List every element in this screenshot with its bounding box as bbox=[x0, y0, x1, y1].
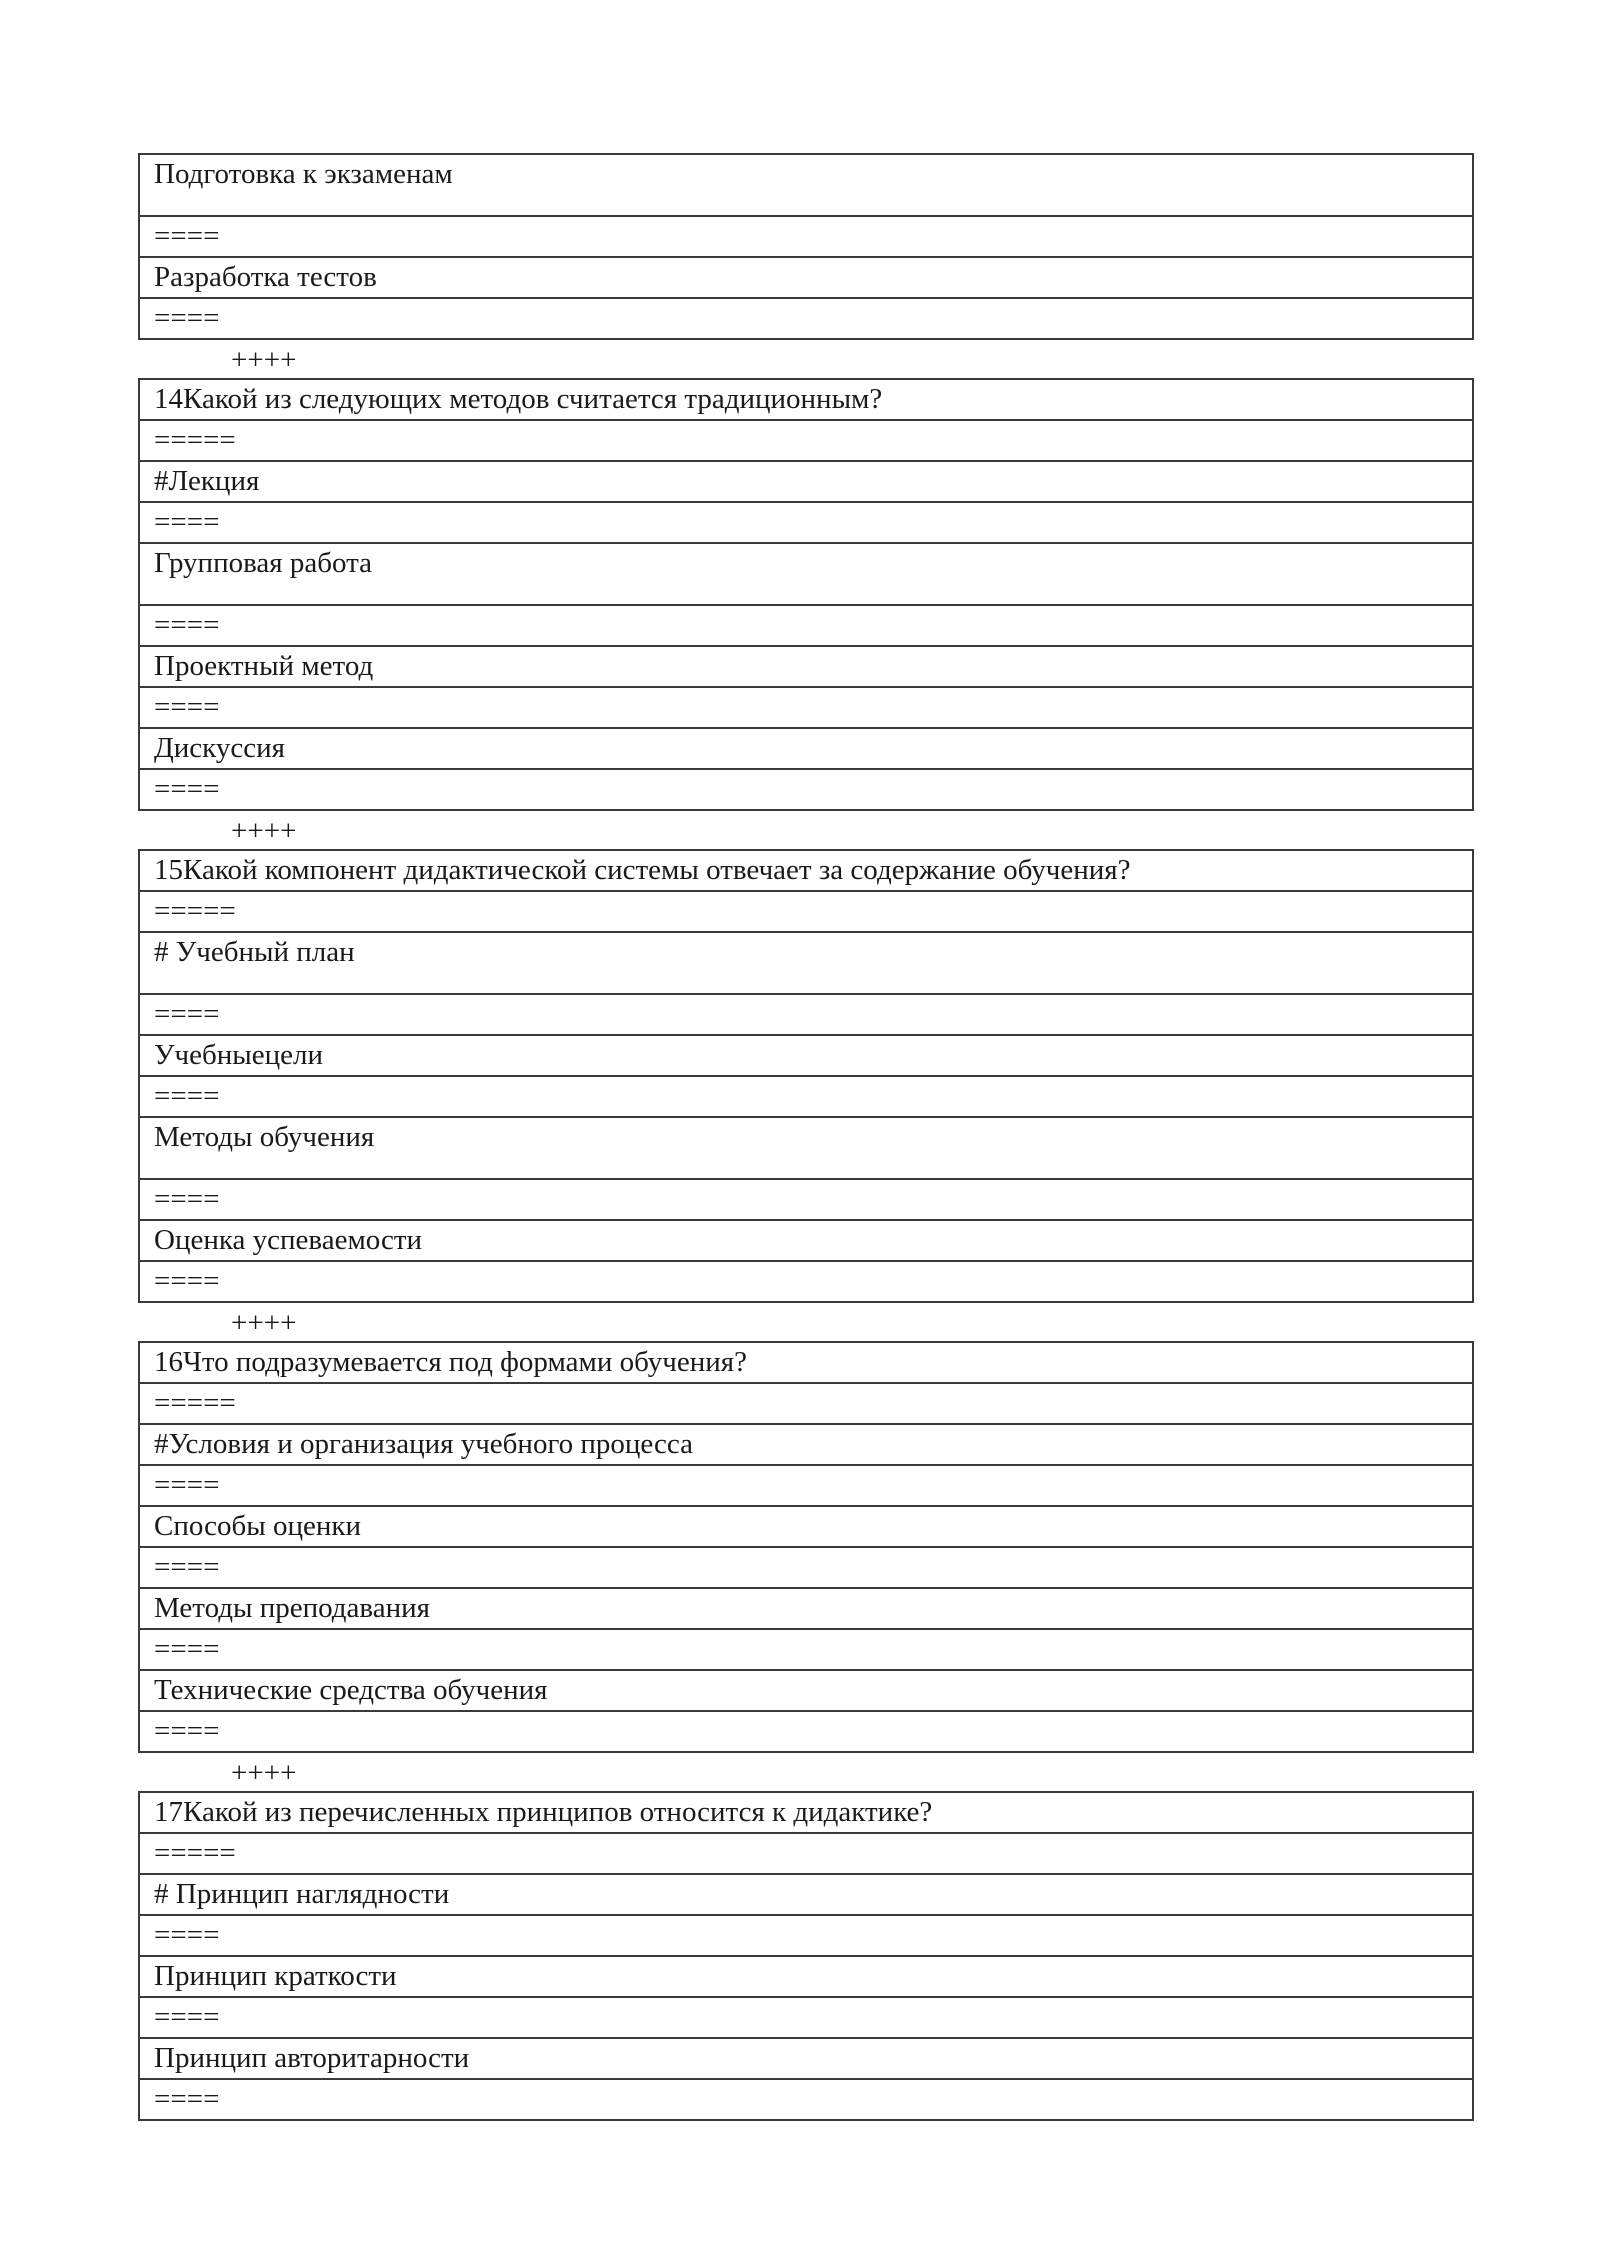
delimiter-text: ==== bbox=[154, 1469, 220, 1501]
table-cell bbox=[139, 1629, 1473, 1670]
question-separator: ++++ bbox=[231, 1757, 297, 1789]
delimiter-row bbox=[139, 2079, 1473, 2120]
delimiter-text: ==== bbox=[154, 1183, 220, 1215]
table-cell bbox=[139, 420, 1473, 461]
answer-option-row bbox=[139, 154, 1473, 216]
table-cell bbox=[139, 605, 1473, 646]
table-cell bbox=[139, 502, 1473, 543]
table-cell bbox=[139, 1035, 1473, 1076]
table-cell bbox=[139, 1792, 1473, 1833]
answer-option-row bbox=[139, 257, 1473, 298]
answer-option-row bbox=[139, 1220, 1473, 1261]
question-text: 14Какой из следующих методов считается традиционным? bbox=[154, 383, 883, 415]
delimiter-text: ==== bbox=[154, 220, 220, 252]
delimiter-text: ==== bbox=[154, 506, 220, 538]
table-cell bbox=[139, 1342, 1473, 1383]
table-cell bbox=[139, 1117, 1473, 1179]
correct-answer-row bbox=[139, 1424, 1473, 1465]
answer-option-row bbox=[139, 728, 1473, 769]
answer-option-row bbox=[139, 646, 1473, 687]
answer-options-table bbox=[138, 153, 1474, 340]
correct-answer-text: #Условия и организация учебного процесса bbox=[154, 1428, 693, 1460]
answer-option-text: Групповая работа bbox=[154, 547, 373, 579]
table-cell bbox=[139, 932, 1473, 994]
table-cell bbox=[139, 646, 1473, 687]
answer-option-text: Оценка успеваемости bbox=[154, 1224, 423, 1256]
table-cell bbox=[139, 1424, 1473, 1465]
delimiter-row bbox=[139, 1629, 1473, 1670]
delimiter-text: ==== bbox=[154, 2083, 220, 2115]
correct-answer-text: # Учебный план bbox=[154, 936, 355, 968]
table-cell bbox=[139, 994, 1473, 1035]
table-cell bbox=[139, 1833, 1473, 1874]
table-cell bbox=[139, 1956, 1473, 1997]
delimiter-row bbox=[139, 502, 1473, 543]
answer-option-text: Дискуссия bbox=[154, 732, 285, 764]
answer-option-text: Разработка тестов bbox=[154, 261, 377, 293]
table-cell bbox=[139, 543, 1473, 605]
question-separator: ++++ bbox=[231, 344, 297, 376]
table-cell bbox=[139, 1261, 1473, 1302]
delimiter-text: ==== bbox=[154, 302, 220, 334]
table-cell bbox=[139, 1997, 1473, 2038]
delimiter-text: ==== bbox=[154, 1265, 220, 1297]
table-cell bbox=[139, 1915, 1473, 1956]
delimiter-row bbox=[139, 420, 1473, 461]
delimiter-row bbox=[139, 216, 1473, 257]
delimiter-text: ==== bbox=[154, 998, 220, 1030]
delimiter-row bbox=[139, 1179, 1473, 1220]
answer-option-text: Подготовка к экзаменам bbox=[154, 158, 453, 190]
answer-option-text: Принцип авторитарности bbox=[154, 2042, 470, 2074]
delimiter-row bbox=[139, 1261, 1473, 1302]
answer-option-row bbox=[139, 1117, 1473, 1179]
answer-option-row bbox=[139, 543, 1473, 605]
question-text: 17Какой из перечисленных принципов относится к дидактике? bbox=[154, 1796, 933, 1828]
delimiter-text: ==== bbox=[154, 691, 220, 723]
delimiter-row bbox=[139, 1547, 1473, 1588]
question-separator: ++++ bbox=[231, 1307, 297, 1339]
delimiter-row bbox=[139, 1833, 1473, 1874]
delimiter-text: ==== bbox=[154, 773, 220, 805]
table-cell bbox=[139, 1506, 1473, 1547]
question-table bbox=[138, 1341, 1474, 1753]
answer-option-row bbox=[139, 1506, 1473, 1547]
table-cell bbox=[139, 1076, 1473, 1117]
delimiter-text: ==== bbox=[154, 1919, 220, 1951]
table-cell bbox=[139, 1588, 1473, 1629]
question-row bbox=[139, 379, 1473, 420]
document-body bbox=[138, 153, 1474, 2121]
answer-option-text: Учебныецели bbox=[154, 1039, 324, 1071]
question-text: 16Что подразумевается под формами обучения? bbox=[154, 1346, 747, 1378]
table-cell bbox=[139, 2038, 1473, 2079]
table-cell bbox=[139, 1465, 1473, 1506]
correct-answer-row bbox=[139, 461, 1473, 502]
table-cell bbox=[139, 687, 1473, 728]
correct-answer-row bbox=[139, 932, 1473, 994]
question-separator: ++++ bbox=[231, 815, 297, 847]
table-cell bbox=[139, 769, 1473, 810]
answer-option-text: Технические средства обучения bbox=[154, 1674, 548, 1706]
delimiter-text: ==== bbox=[154, 1551, 220, 1583]
question-row bbox=[139, 1342, 1473, 1383]
delimiter-text: ==== bbox=[154, 1080, 220, 1112]
answer-option-text: Методы преподавания bbox=[154, 1592, 430, 1624]
answer-option-row bbox=[139, 1670, 1473, 1711]
delimiter-row bbox=[139, 994, 1473, 1035]
question-table bbox=[138, 378, 1474, 811]
table-cell bbox=[139, 1220, 1473, 1261]
delimiter-row bbox=[139, 891, 1473, 932]
table-cell bbox=[139, 2079, 1473, 2120]
delimiter-row bbox=[139, 1076, 1473, 1117]
table-cell bbox=[139, 1547, 1473, 1588]
table-cell bbox=[139, 1383, 1473, 1424]
table-cell bbox=[139, 461, 1473, 502]
table-cell bbox=[139, 1874, 1473, 1915]
table-cell bbox=[139, 216, 1473, 257]
table-cell bbox=[139, 154, 1473, 216]
table-cell bbox=[139, 891, 1473, 932]
delimiter-row bbox=[139, 1383, 1473, 1424]
delimiter-text: ==== bbox=[154, 609, 220, 641]
delimiter-row bbox=[139, 1465, 1473, 1506]
answer-option-row bbox=[139, 1588, 1473, 1629]
correct-answer-row bbox=[139, 1874, 1473, 1915]
answer-option-row bbox=[139, 2038, 1473, 2079]
delimiter-row bbox=[139, 298, 1473, 339]
table-cell bbox=[139, 1179, 1473, 1220]
table-cell bbox=[139, 1670, 1473, 1711]
answer-option-row bbox=[139, 1035, 1473, 1076]
delimiter-row bbox=[139, 605, 1473, 646]
delimiter-text: ==== bbox=[154, 1715, 220, 1747]
answer-option-text: Проектный метод bbox=[154, 650, 374, 682]
delimiter-text: ==== bbox=[154, 1633, 220, 1665]
delimiter-row bbox=[139, 1997, 1473, 2038]
question-text: 15Какой компонент дидактической системы отвечает за содержание обучения? bbox=[154, 854, 1131, 886]
question-row bbox=[139, 1792, 1473, 1833]
delimiter-row bbox=[139, 1915, 1473, 1956]
table-cell bbox=[139, 1711, 1473, 1752]
answer-option-text: Способы оценки bbox=[154, 1510, 361, 1542]
delimiter-text: ===== bbox=[154, 895, 236, 927]
delimiter-text: ===== bbox=[154, 424, 236, 456]
delimiter-row bbox=[139, 1711, 1473, 1752]
answer-option-row bbox=[139, 1956, 1473, 1997]
delimiter-row bbox=[139, 769, 1473, 810]
delimiter-text: ===== bbox=[154, 1837, 236, 1869]
delimiter-text: ==== bbox=[154, 2001, 220, 2033]
table-cell bbox=[139, 257, 1473, 298]
table-cell bbox=[139, 728, 1473, 769]
table-cell bbox=[139, 850, 1473, 891]
correct-answer-text: #Лекция bbox=[154, 465, 260, 497]
question-table bbox=[138, 849, 1474, 1303]
question-table bbox=[138, 1791, 1474, 2121]
answer-option-text: Методы обучения bbox=[154, 1121, 375, 1153]
question-row bbox=[139, 850, 1473, 891]
delimiter-row bbox=[139, 687, 1473, 728]
table-cell bbox=[139, 379, 1473, 420]
answer-option-text: Принцип краткости bbox=[154, 1960, 397, 1992]
correct-answer-text: # Принцип наглядности bbox=[154, 1878, 450, 1910]
delimiter-text: ===== bbox=[154, 1387, 236, 1419]
table-cell bbox=[139, 298, 1473, 339]
